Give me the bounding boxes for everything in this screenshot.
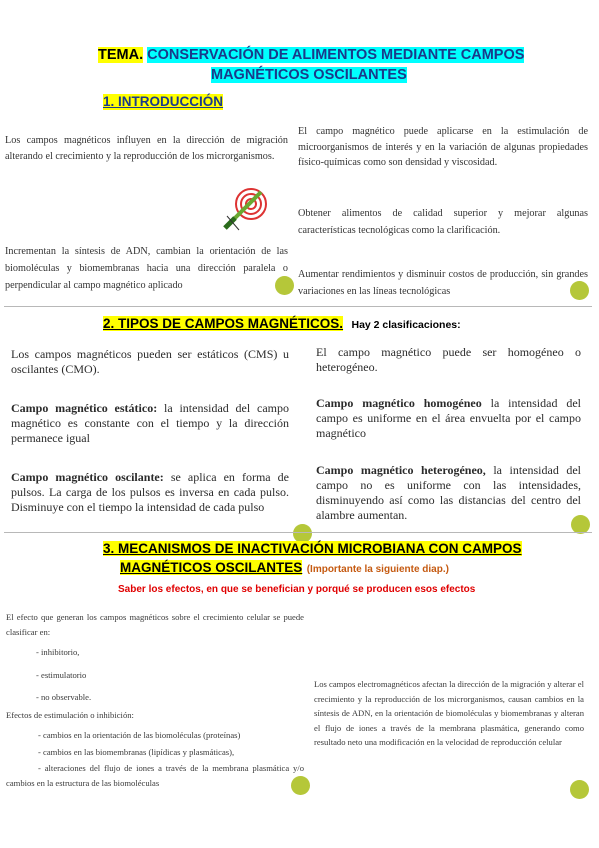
section-3-heading-line-1: 3. MECANISMOS DE INACTIVACIÓN MICROBIANA CON CAMPOS [103, 541, 522, 556]
page-title [98, 46, 524, 64]
list-item: - no observable. [36, 692, 92, 703]
section-divider [4, 532, 592, 533]
intro-right-paragraph-1: El campo magnético puede aplicarse en la estimulación de microorganismos de interés y en la variación de algunas propiedades físico-químicas como son densidad y viscosidad. [298, 126, 588, 168]
section-3-note: (Importante la siguiente diap.) [306, 564, 449, 575]
types-right-paragraph-1: El campo magnético puede ser homogéneo o heterogéneo. [316, 345, 581, 374]
section-2-heading: 2. TIPOS DE CAMPOS MAGNÉTICOS. [103, 316, 344, 331]
bullet-dot [275, 276, 294, 295]
intro-left-paragraph-2: Incrementan la síntesis de ADN, cambian la orientación de las biomoléculas y biomembranas hacia una dirección paralela o perpendicular al campo magnético aplicado [5, 246, 288, 291]
section-1-heading: 1. INTRODUCCIÓN [103, 94, 224, 109]
section-3-subnote: Saber los efectos, en que se benefician y porqué se producen esos efectos [118, 584, 476, 595]
list-item: - estimulatorio [36, 669, 87, 680]
intro-left-paragraph-1: Los campos magnéticos influyen en la dirección de migración alterando el crecimiento y la reproducción de los microrganismos. [5, 135, 288, 162]
static-field-definition: la intensidad del campo magnético es constante con el tiempo y la dirección permanece igual [11, 401, 289, 445]
homogeneous-field-term: Campo magnético homogéneo [316, 396, 482, 410]
types-left-paragraph-2 [11, 401, 289, 446]
intro-right-paragraph-2: Obtener alimentos de calidad superior y mejorar algunas características tecnológicas como la clarificación. [298, 208, 588, 236]
list-item: - inhibitorio, [36, 647, 80, 657]
section-3-heading-row-2 [120, 559, 449, 577]
oscillating-field-term: Campo magnético oscilante: [11, 470, 164, 484]
magnet-field-icon [221, 186, 269, 232]
section-divider [4, 306, 592, 307]
types-left-paragraph-3 [11, 470, 289, 515]
intro-right-paragraph-3: Aumentar rendimientos y disminuir costos de producción, sin grandes variaciones en las líneas tecnológicas [298, 269, 588, 297]
page-title-line-2 [211, 66, 407, 84]
section-3-heading [103, 540, 522, 558]
title-line-1: CONSERVACIÓN DE ALIMENTOS MEDIANTE CAMPOS [147, 47, 525, 63]
list-item: - cambios en la orientación de las biomoléculas (proteínas) [38, 730, 241, 740]
title-line-2: MAGNÉTICOS OSCILANTES [211, 67, 407, 83]
title-prefix: TEMA. [98, 47, 144, 63]
mechanisms-right-paragraph: Los campos electromagnéticos afectan la dirección de la migración y alterar el crecimiento y la reproducción de los microrganismos, causan cambios en la síntesis de ADN, en la orientación de biomoléculas y biomembranas y alteran el flujo de iones a través de la membrana plasmática, generando como resultado neto una modificación en la velocidad de reproducción celular [314, 679, 584, 748]
types-left-paragraph-1: Los campos magnéticos pueden ser estáticos (CMS) u oscilantes (CMO). [11, 347, 289, 376]
section-3-heading-line-2: MAGNÉTICOS OSCILANTES [120, 560, 303, 575]
section-2-header [103, 315, 461, 333]
growth-effect-classes [36, 645, 236, 705]
effects-list [6, 728, 304, 790]
types-right-paragraph-2 [316, 396, 581, 441]
bullet-dot [291, 776, 310, 795]
heterogeneous-field-term: Campo magnético heterogéneo, [316, 463, 486, 477]
list-item: - cambios en las biomembranas (lipídicas y plasmáticas), [38, 746, 235, 757]
heterogeneous-field-definition: la intensidad del campo no es uniforme con las intensidades, disminuyendo así como las distancias del centro del alambre aumentan. [316, 463, 581, 522]
types-right-paragraph-3 [316, 463, 581, 523]
mechanisms-left-intro: El efecto que generan los campos magnéticos sobre el crecimiento celular se puede clasificar en: [6, 612, 304, 637]
bullet-dot [570, 281, 589, 300]
oscillating-field-definition: se aplica en forma de pulsos. La carga de los pulsos es inversa en cada pulso. Disminuye con el tiempo la intensidad de cada pulso [11, 470, 289, 514]
homogeneous-field-definition: la intensidad del campo es uniforme en el área envuelta por el campo magnético [316, 396, 581, 440]
effects-title: Efectos de estimulación o inhibición: [6, 710, 134, 720]
section-2-note: Hay 2 clasificaciones: [351, 319, 461, 331]
static-field-term: Campo magnético estático: [11, 401, 158, 415]
list-item: - alteraciones del flujo de iones a través de la membrana plasmática y/o cambios en la estructura de las biomoléculas [6, 763, 304, 788]
bullet-dot [570, 780, 589, 799]
